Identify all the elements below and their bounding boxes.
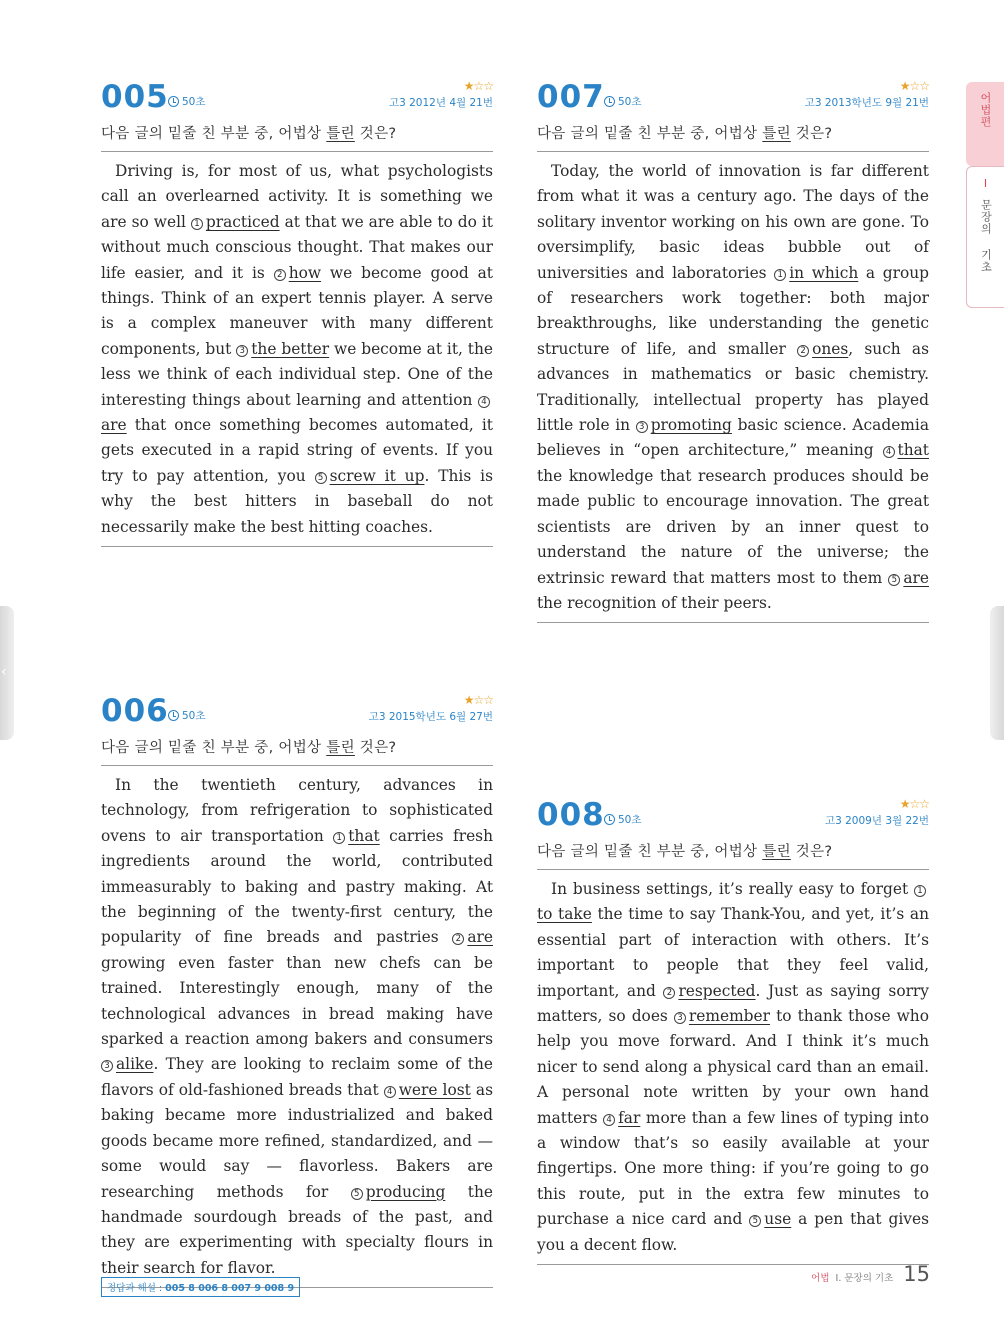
underlined-option (315, 467, 425, 485)
option-text: are (101, 416, 127, 435)
option-text: are (903, 568, 929, 587)
difficulty-stars: ★☆☆ (463, 79, 493, 93)
question-prompt: 다음 글의 밑줄 친 부분 중, 어법상 틀린 것은? (101, 730, 493, 766)
option-text: the better (251, 339, 330, 358)
difficulty-stars: ★☆☆ (899, 79, 929, 93)
option-number: 2 (663, 987, 675, 999)
time-limit-text: 50초 (182, 96, 206, 108)
problem-header (101, 80, 493, 116)
option-number: 2 (274, 269, 286, 281)
option-text: in which (789, 263, 859, 282)
problem-header (101, 694, 493, 730)
clock-icon (604, 96, 615, 107)
exam-source: 고3 2013학년도 9월 21번 (804, 97, 929, 109)
underlined-option (101, 391, 493, 434)
problem-number: 006 (101, 693, 169, 729)
emphasis-wrong: 틀린 (762, 844, 791, 860)
option-text: ones (812, 339, 849, 358)
footer-chapter: I. 문장의 기초 (835, 1273, 894, 1284)
underlined-option (774, 264, 858, 282)
option-text: alike (116, 1055, 154, 1074)
option-number: 2 (797, 345, 809, 357)
option-number: 3 (236, 345, 248, 357)
option-text: respected (678, 981, 756, 1000)
tab-roman-numeral: I (979, 177, 992, 191)
option-text: are (467, 928, 493, 947)
exam-source: 고3 2009년 3월 22번 (824, 815, 929, 827)
option-number: 4 (883, 446, 895, 458)
underlined-option (384, 1081, 471, 1099)
underlined-option (351, 1183, 446, 1201)
time-limit (604, 94, 642, 109)
underlined-option (674, 1007, 770, 1025)
footer-section: 어법 (811, 1273, 830, 1284)
option-number: 2 (452, 933, 464, 945)
passage-text: Today, the world of innovation is far different from what it was a century ago. The days of the solitary inventor working on his own are gone. To oversimplify, basic ideas bubble out of universities and laboratories 1 in which a group of researchers work together: both major breakthroughs, like understanding the genetic structure of life, and smaller 2 ones, such as advances in mathematics or basic chemistry. Traditionally, intellectual property has played little role in 3 promoting basic science. Academia believes in “open architecture,” meaning 4 that the knowledge that research produces should be made public to encourage innovation. The great scientists are driven by an inner quest to understand the nature of the universe; the extrinsic reward that matters most to them 5 are the recognition of their peers. (537, 152, 929, 623)
time-limit (604, 812, 642, 827)
option-number: 3 (101, 1060, 113, 1072)
option-number: 1 (333, 832, 345, 844)
option-number: 5 (888, 574, 900, 586)
question-prompt: 다음 글의 밑줄 친 부분 중, 어법상 틀린 것은? (537, 834, 929, 870)
option-text: promoting (650, 416, 732, 435)
option-text: remember (688, 1007, 770, 1026)
underlined-option (636, 416, 732, 434)
option-text: were lost (398, 1080, 471, 1099)
underlined-option (883, 441, 929, 459)
problem-006 (101, 694, 493, 1288)
answer-reference (101, 1277, 300, 1297)
problem-number: 007 (537, 79, 605, 115)
problem-number: 008 (537, 797, 605, 833)
option-text: practiced (205, 212, 280, 231)
option-number: 3 (636, 421, 648, 433)
exam-source: 고3 2012년 4월 21번 (388, 97, 493, 109)
tab-grammar-section[interactable] (966, 82, 1004, 166)
time-limit (168, 94, 206, 109)
option-number: 1 (774, 269, 786, 281)
difficulty-stars: ★☆☆ (899, 797, 929, 811)
option-number: 4 (384, 1086, 396, 1098)
option-number: 5 (351, 1188, 363, 1200)
underlined-option (603, 1109, 640, 1127)
underlined-option (274, 264, 321, 282)
option-number: 4 (603, 1114, 615, 1126)
clock-icon (168, 710, 179, 721)
page-number: 15 (903, 1262, 930, 1286)
problem-005 (101, 80, 493, 547)
problem-007 (537, 80, 929, 623)
exam-source: 고3 2015학년도 6월 27번 (368, 711, 493, 723)
underlined-option (749, 1210, 791, 1228)
option-text: screw it up (329, 466, 425, 485)
option-text: that (348, 826, 380, 845)
option-number: 5 (749, 1215, 761, 1227)
passage-text: Driving is, for most of us, what psychologists call an overlearned activity. It is something we are so well 1 practiced at that we are able to do it without much conscious thought. That makes our life easier, and it is 2 how we become good at things. Think of an expert tennis player. A serve is a complex maneuver with many different components, but 3 the better we become at it, the less we think of each individual step. One of the interesting things about learning and attention 4are that once something becomes automated, it gets executed in a rapid string of events. If you try to pay attention, you 5 screw it up. This is why the best hitters in baseball do not necessarily make the best hitting coaches. (101, 152, 493, 547)
option-text: producing (365, 1182, 446, 1201)
next-page-handle[interactable] (990, 606, 1004, 740)
underlined-option (101, 1055, 153, 1073)
time-limit (168, 708, 206, 723)
problem-008 (537, 798, 929, 1265)
option-number: 5 (315, 472, 327, 484)
underlined-option (333, 827, 379, 845)
option-number: 3 (674, 1012, 686, 1024)
tab-sentence-basics[interactable] (966, 166, 1004, 308)
option-number: 1 (191, 218, 203, 230)
time-limit-text: 50초 (182, 710, 206, 722)
time-limit-text: 50초 (618, 96, 642, 108)
answer-label: 정답과 해설 : (107, 1283, 166, 1294)
emphasis-wrong: 틀린 (762, 126, 791, 142)
option-text: use (764, 1210, 792, 1229)
option-text: that (897, 441, 929, 460)
option-text: how (288, 263, 322, 282)
option-number: 1 (914, 885, 926, 897)
underlined-option (191, 213, 280, 231)
problem-header (537, 80, 929, 116)
underlined-option (888, 569, 929, 587)
option-text: to take (537, 905, 592, 924)
problem-number: 005 (101, 79, 169, 115)
problem-header (537, 798, 929, 834)
underlined-option (537, 880, 929, 923)
passage-text: In the twentieth century, advances in technology, from refrigeration to sophisticated ovens to air transportation 1 that carries fresh ingredients around the world, contributed immeasurably to baking and pastry making. At the beginning of the twenty-first century, the popularity of fine breads and pastries 2 are growing even faster than new chefs can be trained. Interestingly enough, many of the technological advances in bread making have sparked a reaction among bakers and consumers 3 alike. They are looking to reclaim some of the flavors of old-fashioned breads that 4 were lost as baking became more industrialized and baked goods became more refined, standardized, and — some would say — flavorless. Bakers are researching methods for 5 producing the handmade sourdough breads of the past, and they are experimenting with specialty flours in their search for flavor. (101, 766, 493, 1288)
emphasis-wrong: 틀린 (326, 740, 355, 756)
clock-icon (604, 814, 615, 825)
difficulty-stars: ★☆☆ (463, 693, 493, 707)
question-prompt: 다음 글의 밑줄 친 부분 중, 어법상 틀린 것은? (537, 116, 929, 152)
underlined-option (663, 982, 755, 1000)
clock-icon (168, 96, 179, 107)
passage-text: In business settings, it’s really easy to forget 1to take the time to say Thank-You, and yet, it’s an essential part of interaction with others. It’s important to people that they feel valid, important, and 2 respected. Just as saying sorry matters, so does 3 remember to thank those who help you move forward. And I think it’s much nicer to send along a physical card than an email. A personal note written by your own hand matters 4 far more than a few lines of typing into a window that’s so easily available at your fingertips. One more thing: if you’re going to go this route, put in the extra few minutes to purchase a nice card and 5 use a pen that gives you a decent flow. (537, 870, 929, 1265)
page-footer (811, 1262, 930, 1286)
tab-chapter-label: 문장의 기초 (979, 199, 993, 273)
option-text: far (618, 1108, 641, 1127)
chevron-left-icon: ‹ (1, 664, 7, 680)
emphasis-wrong: 틀린 (326, 126, 355, 142)
time-limit-text: 50초 (618, 814, 642, 826)
question-prompt: 다음 글의 밑줄 친 부분 중, 어법상 틀린 것은? (101, 116, 493, 152)
underlined-option (797, 340, 848, 358)
underlined-option (236, 340, 329, 358)
option-number: 4 (478, 396, 490, 408)
tab-grammar-label: 어법편 (979, 92, 992, 128)
answer-pages: 005 8 006 8 007 9 008 9 (165, 1283, 295, 1294)
underlined-option (452, 928, 493, 946)
prev-page-handle[interactable] (0, 606, 14, 740)
